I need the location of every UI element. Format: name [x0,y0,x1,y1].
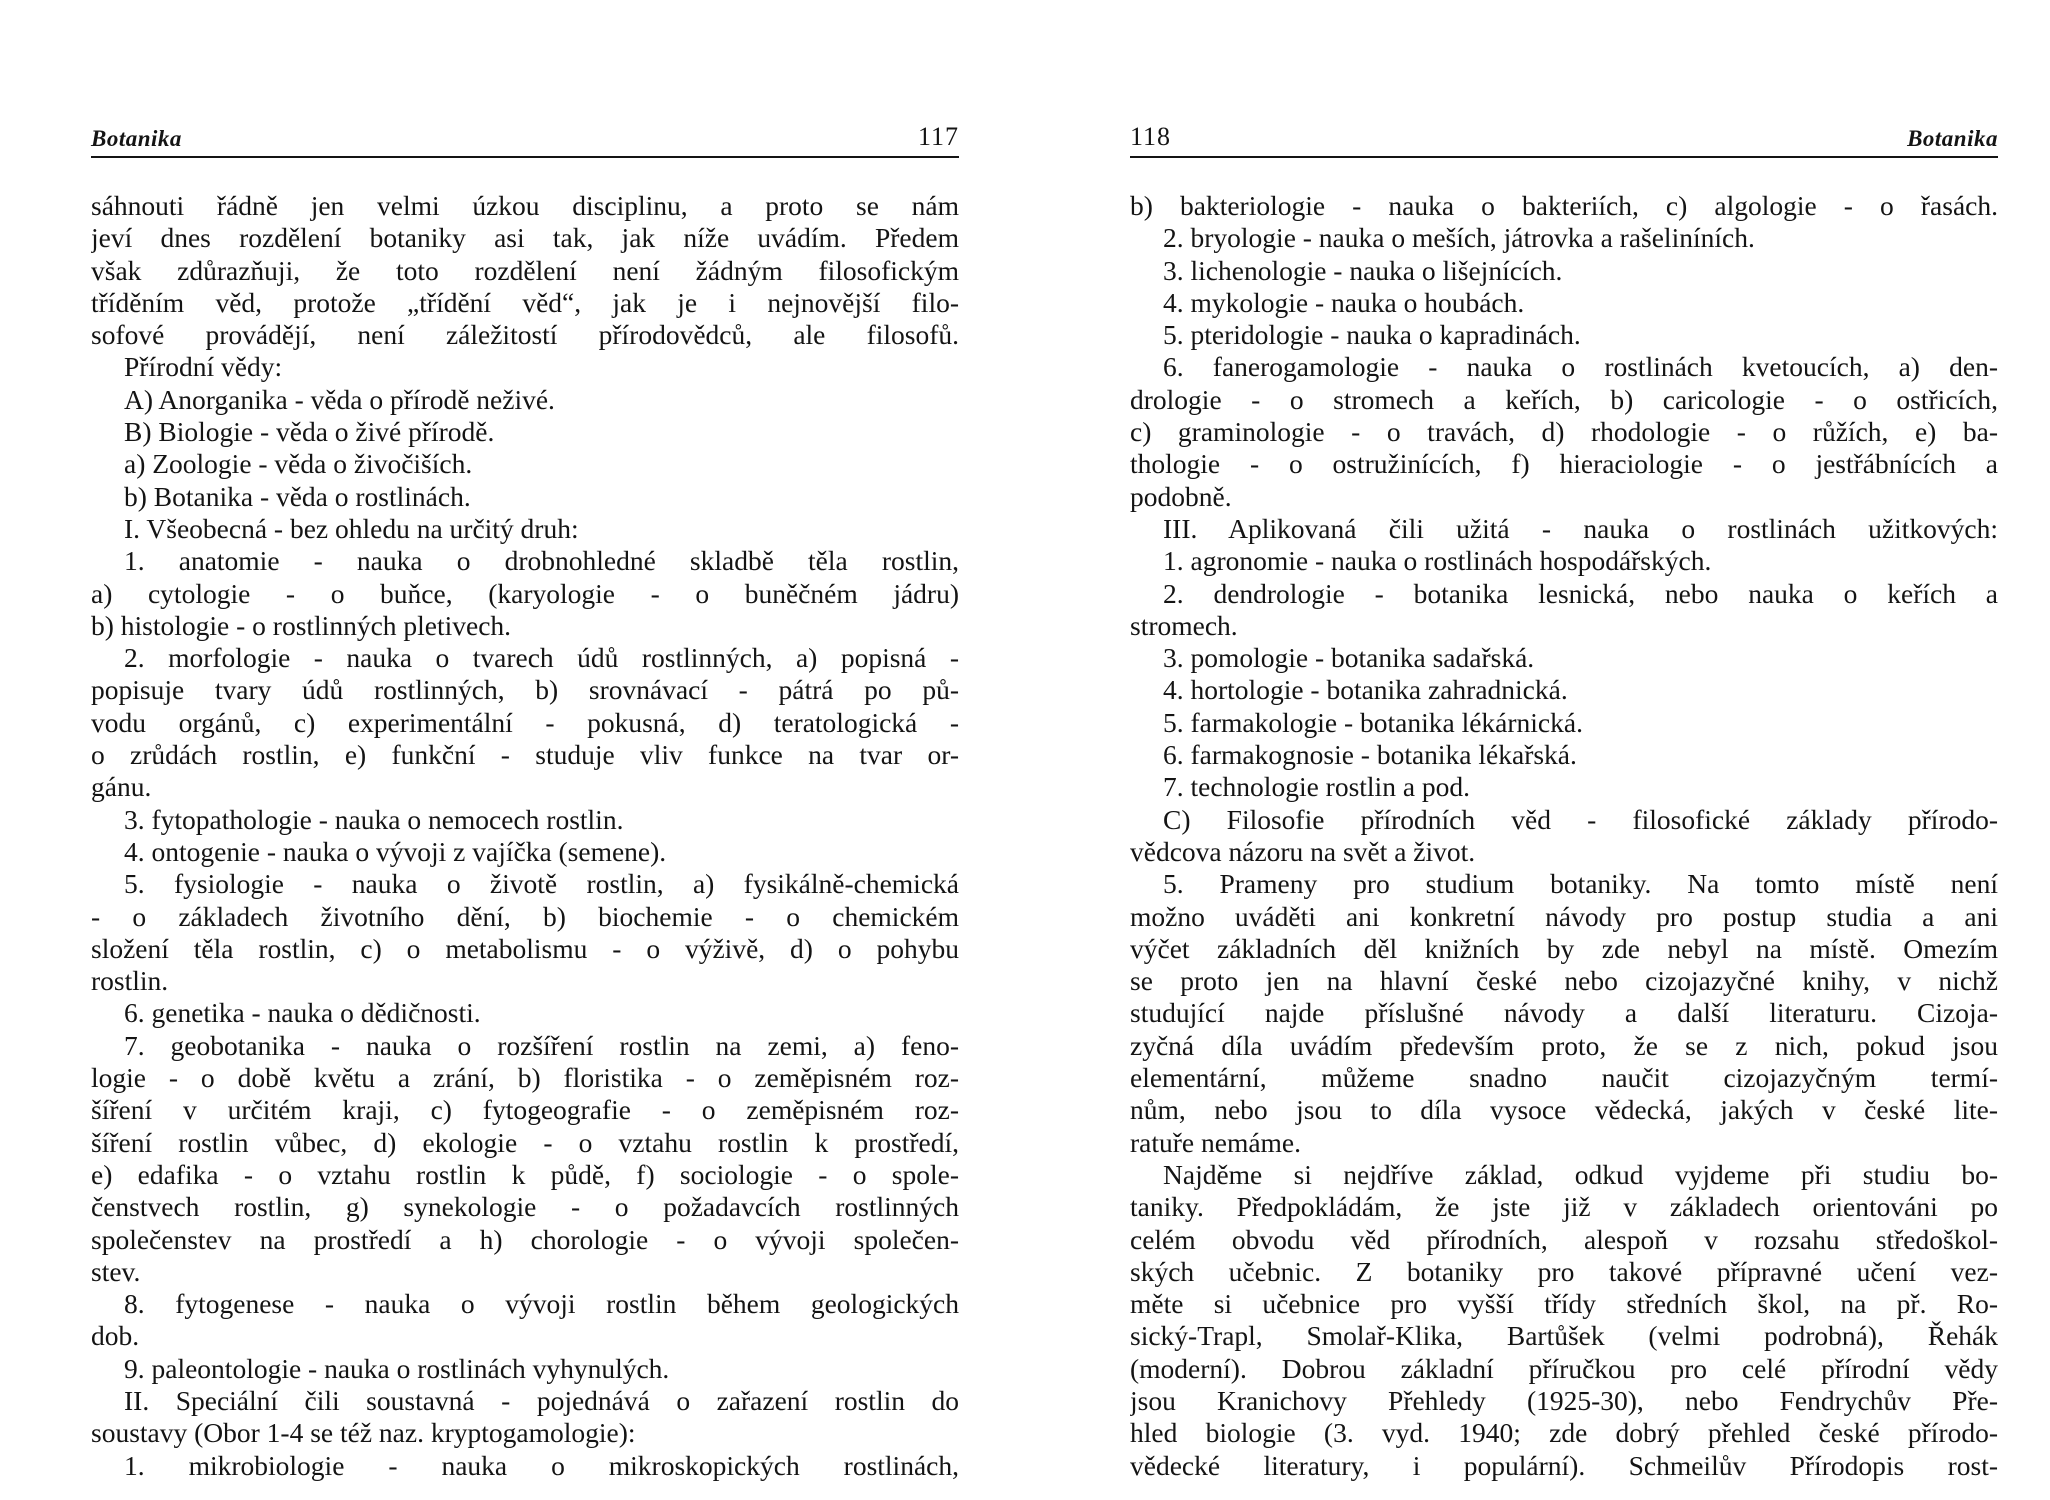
text-line: šíření rostlin vůbec, d) ekologie - o vztahu rostlin k prostředí, [91,1126,959,1158]
text-line: nům, nebo jsou to díla vysoce vědecká, jakých v české lite- [1130,1094,1998,1126]
text-line: b) Botanika - věda o rostlinách. [124,480,471,512]
text-line: 6. farmakognosie - botanika lékařská. [1163,739,1577,771]
text-line: 2. morfologie - nauka o tvarech údů rostlinných, a) popisná - [124,642,959,674]
text-line: 7. geobotanika - nauka o rozšíření rostlin na zemi, a) feno- [124,1029,959,1061]
text-line: b) bakteriologie - nauka o bakteriích, c) algologie - o řasách. [1130,190,1998,221]
text-line: B) Biologie - věda o živé přírodě. [124,416,495,448]
text-line: možno uváděti ani konkretní návody pro postup studia a ani [1130,900,1998,932]
text-line: popisuje tvary údů rostlinných, b) srovnávací - pátrá po pů- [91,674,959,706]
body-text [1130,190,1998,1482]
text-line: 2. dendrologie - botanika lesnická, nebo nauka o keřích a [1163,577,1998,609]
text-line: vodu orgánů, c) experimentální - pokusná, d) teratologická - [91,706,959,738]
text-line: 6. fanerogamologie - nauka o rostlinách kvetoucích, a) den- [1163,351,1998,383]
text-line: gánu. [91,771,152,803]
text-line: šíření v určitém kraji, c) fytogeografie - o zeměpisném roz- [91,1094,959,1126]
text-line: stromech. [1130,609,1238,641]
text-line: 4. ontogenie - nauka o vývoji z vajíčka (semene). [124,835,667,867]
text-line: elementární, můžeme snadno naučit cizojazyčným termí- [1130,1062,1998,1094]
text-line: a) cytologie - o buňce, (karyologie - o buněčném jádru) [91,577,959,609]
text-line: 4. mykologie - nauka o houbách. [1163,286,1525,318]
text-line: podobně. [1130,480,1232,512]
text-line: A) Anorganika - věda o přírodě neživé. [124,383,555,415]
text-line: zyčná díla uvádím především proto, že se z nich, pokud jsou [1130,1029,1998,1061]
right-page [1130,0,1998,1500]
text-line: sofové provádějí, není záležitostí přírodovědců, ale filosofů. [91,319,959,351]
text-line: 1. agronomie - nauka o rostlinách hospodářských. [1163,545,1712,577]
text-line: sický-Trapl, Smolař-Klika, Bartůšek (velmi podrobná), Řehák [1130,1320,1998,1352]
text-line: sáhnouti řádně jen velmi úzkou disciplinu, a proto se nám [91,190,959,221]
text-line: c) graminologie - o travách, d) rhodologie - o růžích, e) ba- [1130,416,1998,448]
text-line: 5. pteridologie - nauka o kapradinách. [1163,319,1581,351]
text-line: 3. pomologie - botanika sadařská. [1163,642,1535,674]
text-line: 4. hortologie - botanika zahradnická. [1163,674,1568,706]
text-line: a) Zoologie - věda o živočiších. [124,448,473,480]
text-line: dob. [91,1320,140,1352]
text-line: 3. lichenologie - nauka o lišejnících. [1163,254,1563,286]
text-line: rostlin. [91,965,169,997]
text-line: složení těla rostlin, c) o metabolismu - o výživě, d) o pohybu [91,932,959,964]
text-line: 2. bryologie - nauka o meších, játrovka a rašeliníních. [1163,222,1755,254]
text-line: tříděním věd, protože „třídění věd“, jak je i nejnovější filo- [91,286,959,318]
text-line: 8. fytogenese - nauka o vývoji rostlin během geologických [124,1288,959,1320]
running-head [91,122,959,158]
text-line: I. Všeobecná - bez ohledu na určitý druh: [124,512,579,544]
text-line: stev. [91,1255,141,1287]
text-line: studující najde příslušné návody a další literaturu. Cizoja- [1130,997,1998,1029]
text-line: jsou Kranichovy Přehledy (1925-30), nebo Fendrychův Pře- [1130,1384,1998,1416]
text-line: e) edafika - o vztahu rostlin k půdě, f) sociologie - o spole- [91,1158,959,1190]
text-line: taniky. Předpokládám, že jste již v základech orientováni po [1130,1191,1998,1223]
text-line: - o základech životního dění, b) biochemie - o chemickém [91,900,959,932]
text-line: soustavy (Obor 1-4 se též naz. kryptogamologie): [91,1417,636,1449]
text-line: 1. mikrobiologie - nauka o mikroskopických rostlinách, [124,1449,959,1481]
left-page [91,0,959,1500]
text-line: jeví dnes rozdělení botaniky asi tak, jak níže uvádím. Předem [91,222,959,254]
text-line: 6. genetika - nauka o dědičnosti. [124,997,481,1029]
body-text [91,190,959,1482]
text-line: měte si učebnice pro vyšší třídy středních škol, na př. Ro- [1130,1288,1998,1320]
text-line: 5. Prameny pro studium botaniky. Na tomto místě není [1163,868,1998,900]
running-title: Botanika [91,126,182,151]
text-line: 5. fysiologie - nauka o životě rostlin, a) fysikálně-chemická [124,868,959,900]
text-line: Přírodní vědy: [124,351,283,383]
text-line: ských učebnic. Z botaniky pro takové přípravné učení vez- [1130,1255,1998,1287]
text-line: ratuře nemáme. [1130,1126,1302,1158]
text-line: (moderní). Dobrou základní příručkou pro celé přírodní vědy [1130,1352,1998,1384]
text-line: čenstvech rostlin, g) synekologie - o požadavcích rostlinných [91,1191,959,1223]
text-line: drologie - o stromech a keřích, b) caricologie - o ostřicích, [1130,383,1998,415]
text-line: b) histologie - o rostlinných pletivech. [91,609,512,641]
text-line: logie - o době květu a zrání, b) floristika - o zeměpisném roz- [91,1062,959,1094]
page-number: 118 [1130,122,1172,151]
text-line: 5. farmakologie - botanika lékárnická. [1163,706,1583,738]
text-line: však zdůrazňuji, že toto rozdělení není žádným filosofickým [91,254,959,286]
text-line: III. Aplikovaná čili užitá - nauka o rostlinách užitkových: [1163,512,1998,544]
text-line: o zrůdách rostlin, e) funkční - studuje vliv funkce na tvar or- [91,739,959,771]
text-line: II. Speciální čili soustavná - pojednává o zařazení rostlin do [124,1384,959,1416]
running-head [1130,122,1998,158]
text-line: 7. technologie rostlin a pod. [1163,771,1471,803]
text-line: celém obvodu věd přírodních, alespoň v rozsahu středoškol- [1130,1223,1998,1255]
text-line: společenstev na prostředí a h) chorologie - o vývoji společen- [91,1223,959,1255]
page-number: 117 [917,122,959,151]
running-title: Botanika [1907,126,1998,151]
text-line: Najděme si nejdříve základ, odkud vyjdeme při studiu bo- [1163,1158,1998,1190]
text-line: vědcova názoru na svět a život. [1130,835,1476,867]
text-line: hled biologie (3. vyd. 1940; zde dobrý přehled české přírodo- [1130,1417,1998,1449]
text-line: vědecké literatury, i populární). Schmeilův Přírodopis rost- [1130,1449,1998,1481]
text-line: výčet základních děl knižních by zde nebyl na místě. Omezím [1130,932,1998,964]
text-line: thologie - o ostružinících, f) hieraciologie - o jestřábnících a [1130,448,1998,480]
text-line: 3. fytopathologie - nauka o nemocech rostlin. [124,803,624,835]
text-line: 1. anatomie - nauka o drobnohledné skladbě těla rostlin, [124,545,959,577]
text-line: 9. paleontologie - nauka o rostlinách vyhynulých. [124,1352,670,1384]
text-line: se proto jen na hlavní české nebo cizojazyčné knihy, v nichž [1130,965,1998,997]
text-line: C) Filosofie přírodních věd - filosofické základy přírodo- [1163,803,1998,835]
